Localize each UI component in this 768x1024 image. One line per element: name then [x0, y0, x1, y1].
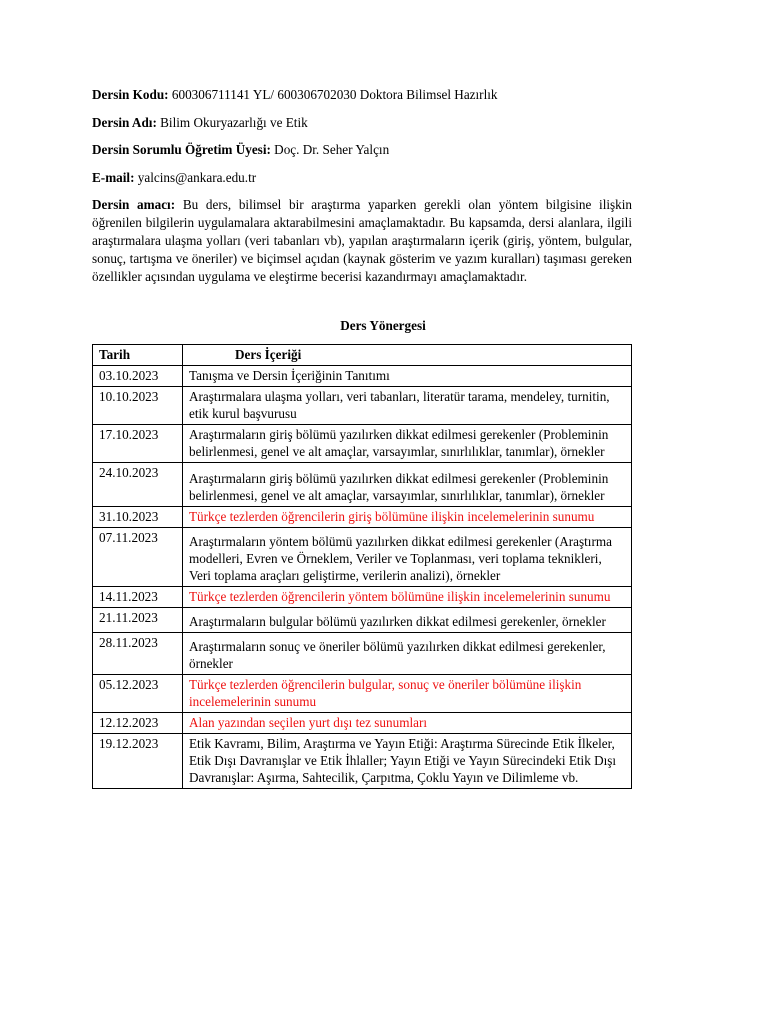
- email-value: yalcins@ankara.edu.tr: [137, 170, 257, 185]
- course-code-value: 600306711141 YL/ 600306702030 Doktora Bilimsel Hazırlık: [171, 87, 498, 102]
- schedule-title: Ders Yönergesi: [340, 318, 426, 333]
- row-date: 19.12.2023: [93, 734, 183, 789]
- course-name: [92, 114, 308, 132]
- row-content: Araştırmaların sonuç ve öneriler bölümü yazılırken dikkat edilmesi gerekenler, örnekler: [183, 633, 632, 675]
- instructor-value: Doç. Dr. Seher Yalçın: [274, 142, 390, 157]
- table-row: [93, 528, 632, 587]
- header-content: Ders İçeriği: [183, 345, 632, 366]
- row-content: Alan yazından seçilen yurt dışı tez sunumları: [183, 713, 632, 734]
- table-row: [93, 463, 632, 507]
- row-content: Araştırmaların bulgular bölümü yazılırken dikkat edilmesi gerekenler, örnekler: [183, 608, 632, 633]
- instructor-label: Dersin Sorumlu Öğretim Üyesi:: [92, 142, 271, 157]
- course-email: [92, 169, 256, 187]
- course-code-label: Dersin Kodu:: [92, 87, 169, 102]
- row-date: 17.10.2023: [93, 425, 183, 463]
- row-date: 31.10.2023: [93, 507, 183, 528]
- purpose-text: Bu ders, bilimsel bir araştırma yaparken gerekli olan yöntem bilgisine ilişkin öğrenilen bilgilerin uygulamalara aktarabilmesini amaçlamaktadır. Bu kapsamda, dersi alanlara, ilgili araştırmalara ulaşma yolları (veri tabanları vb), yapılan araştırmaların içerik (giriş, yöntem, bulgular, sonuç, tartışma ve öneriler) ve biçimsel açıdan (kaynak gösterim ve yazım kuralları) taşıması gereken özellikler açısından uygulama ve eleştirme becerisi kazandırmayı amaçlamaktadır.: [92, 197, 633, 284]
- schedule-table: [92, 344, 632, 789]
- row-content: Etik Kavramı, Bilim, Araştırma ve Yayın Etiği: Araştırma Sürecinde Etik İlkeler, Etik Dışı Davranışlar ve Etik İhlaller; Yayın Etiği ve Yayın Sürecindeki Etik Dışı Davranışlar: Aşırma, Sahtecilik, Çarpıtma, Çoklu Yayın ve Dilimleme vb.: [183, 734, 632, 789]
- course-name-value: Bilim Okuryazarlığı ve Etik: [160, 115, 308, 130]
- row-content: Türkçe tezlerden öğrencilerin giriş bölümüne ilişkin incelemelerinin sunumu: [183, 507, 632, 528]
- course-code: [92, 86, 498, 104]
- row-content: Türkçe tezlerden öğrencilerin bulgular, sonuç ve öneriler bölümüne ilişkin incelemelerinin sunumu: [183, 675, 632, 713]
- course-instructor: [92, 141, 389, 159]
- email-label: E-mail:: [92, 170, 135, 185]
- row-content: Tanışma ve Dersin İçeriğinin Tanıtımı: [183, 366, 632, 387]
- purpose-label: Dersin amacı:: [92, 197, 176, 212]
- row-content: Araştırmalara ulaşma yolları, veri tabanları, literatür tarama, mendeley, turnitin, etik kurul başvurusu: [183, 387, 632, 425]
- table-row: [93, 366, 632, 387]
- row-date: 28.11.2023: [93, 633, 183, 675]
- table-row: [93, 734, 632, 789]
- row-date: 03.10.2023: [93, 366, 183, 387]
- row-content: Araştırmaların giriş bölümü yazılırken dikkat edilmesi gerekenler (Probleminin belirlenmesi, genel ve alt amaçlar, varsayımlar, sınırlılıklar, tanımlar), örnekler: [183, 463, 632, 507]
- course-name-label: Dersin Adı:: [92, 115, 157, 130]
- row-content: Araştırmaların yöntem bölümü yazılırken dikkat edilmesi gerekenler (Araştırma modelleri, Evren ve Örneklem, Veriler ve Toplanması, veri toplama teknikleri, Veri toplama araçları geliştirme, verilerin analizi), örnekler: [183, 528, 632, 587]
- row-date: 12.12.2023: [93, 713, 183, 734]
- row-date: 07.11.2023: [93, 528, 183, 587]
- course-purpose: [92, 196, 632, 286]
- schedule-body: [93, 366, 632, 789]
- table-row: [93, 608, 632, 633]
- table-row: [93, 633, 632, 675]
- table-row: [93, 713, 632, 734]
- header-date: Tarih: [93, 345, 183, 366]
- row-date: 24.10.2023: [93, 463, 183, 507]
- row-content: Türkçe tezlerden öğrencilerin yöntem bölümüne ilişkin incelemelerinin sunumu: [183, 587, 632, 608]
- table-row: [93, 587, 632, 608]
- row-date: 10.10.2023: [93, 387, 183, 425]
- table-row: [93, 675, 632, 713]
- row-date: 05.12.2023: [93, 675, 183, 713]
- schedule-header-row: [93, 345, 632, 366]
- table-row: [93, 507, 632, 528]
- row-date: 21.11.2023: [93, 608, 183, 633]
- row-date: 14.11.2023: [93, 587, 183, 608]
- table-row: [93, 387, 632, 425]
- row-content: Araştırmaların giriş bölümü yazılırken dikkat edilmesi gerekenler (Probleminin belirlenmesi, genel ve alt amaçlar, varsayımlar, sınırlılıklar, tanımlar), örnekler: [183, 425, 632, 463]
- table-row: [93, 425, 632, 463]
